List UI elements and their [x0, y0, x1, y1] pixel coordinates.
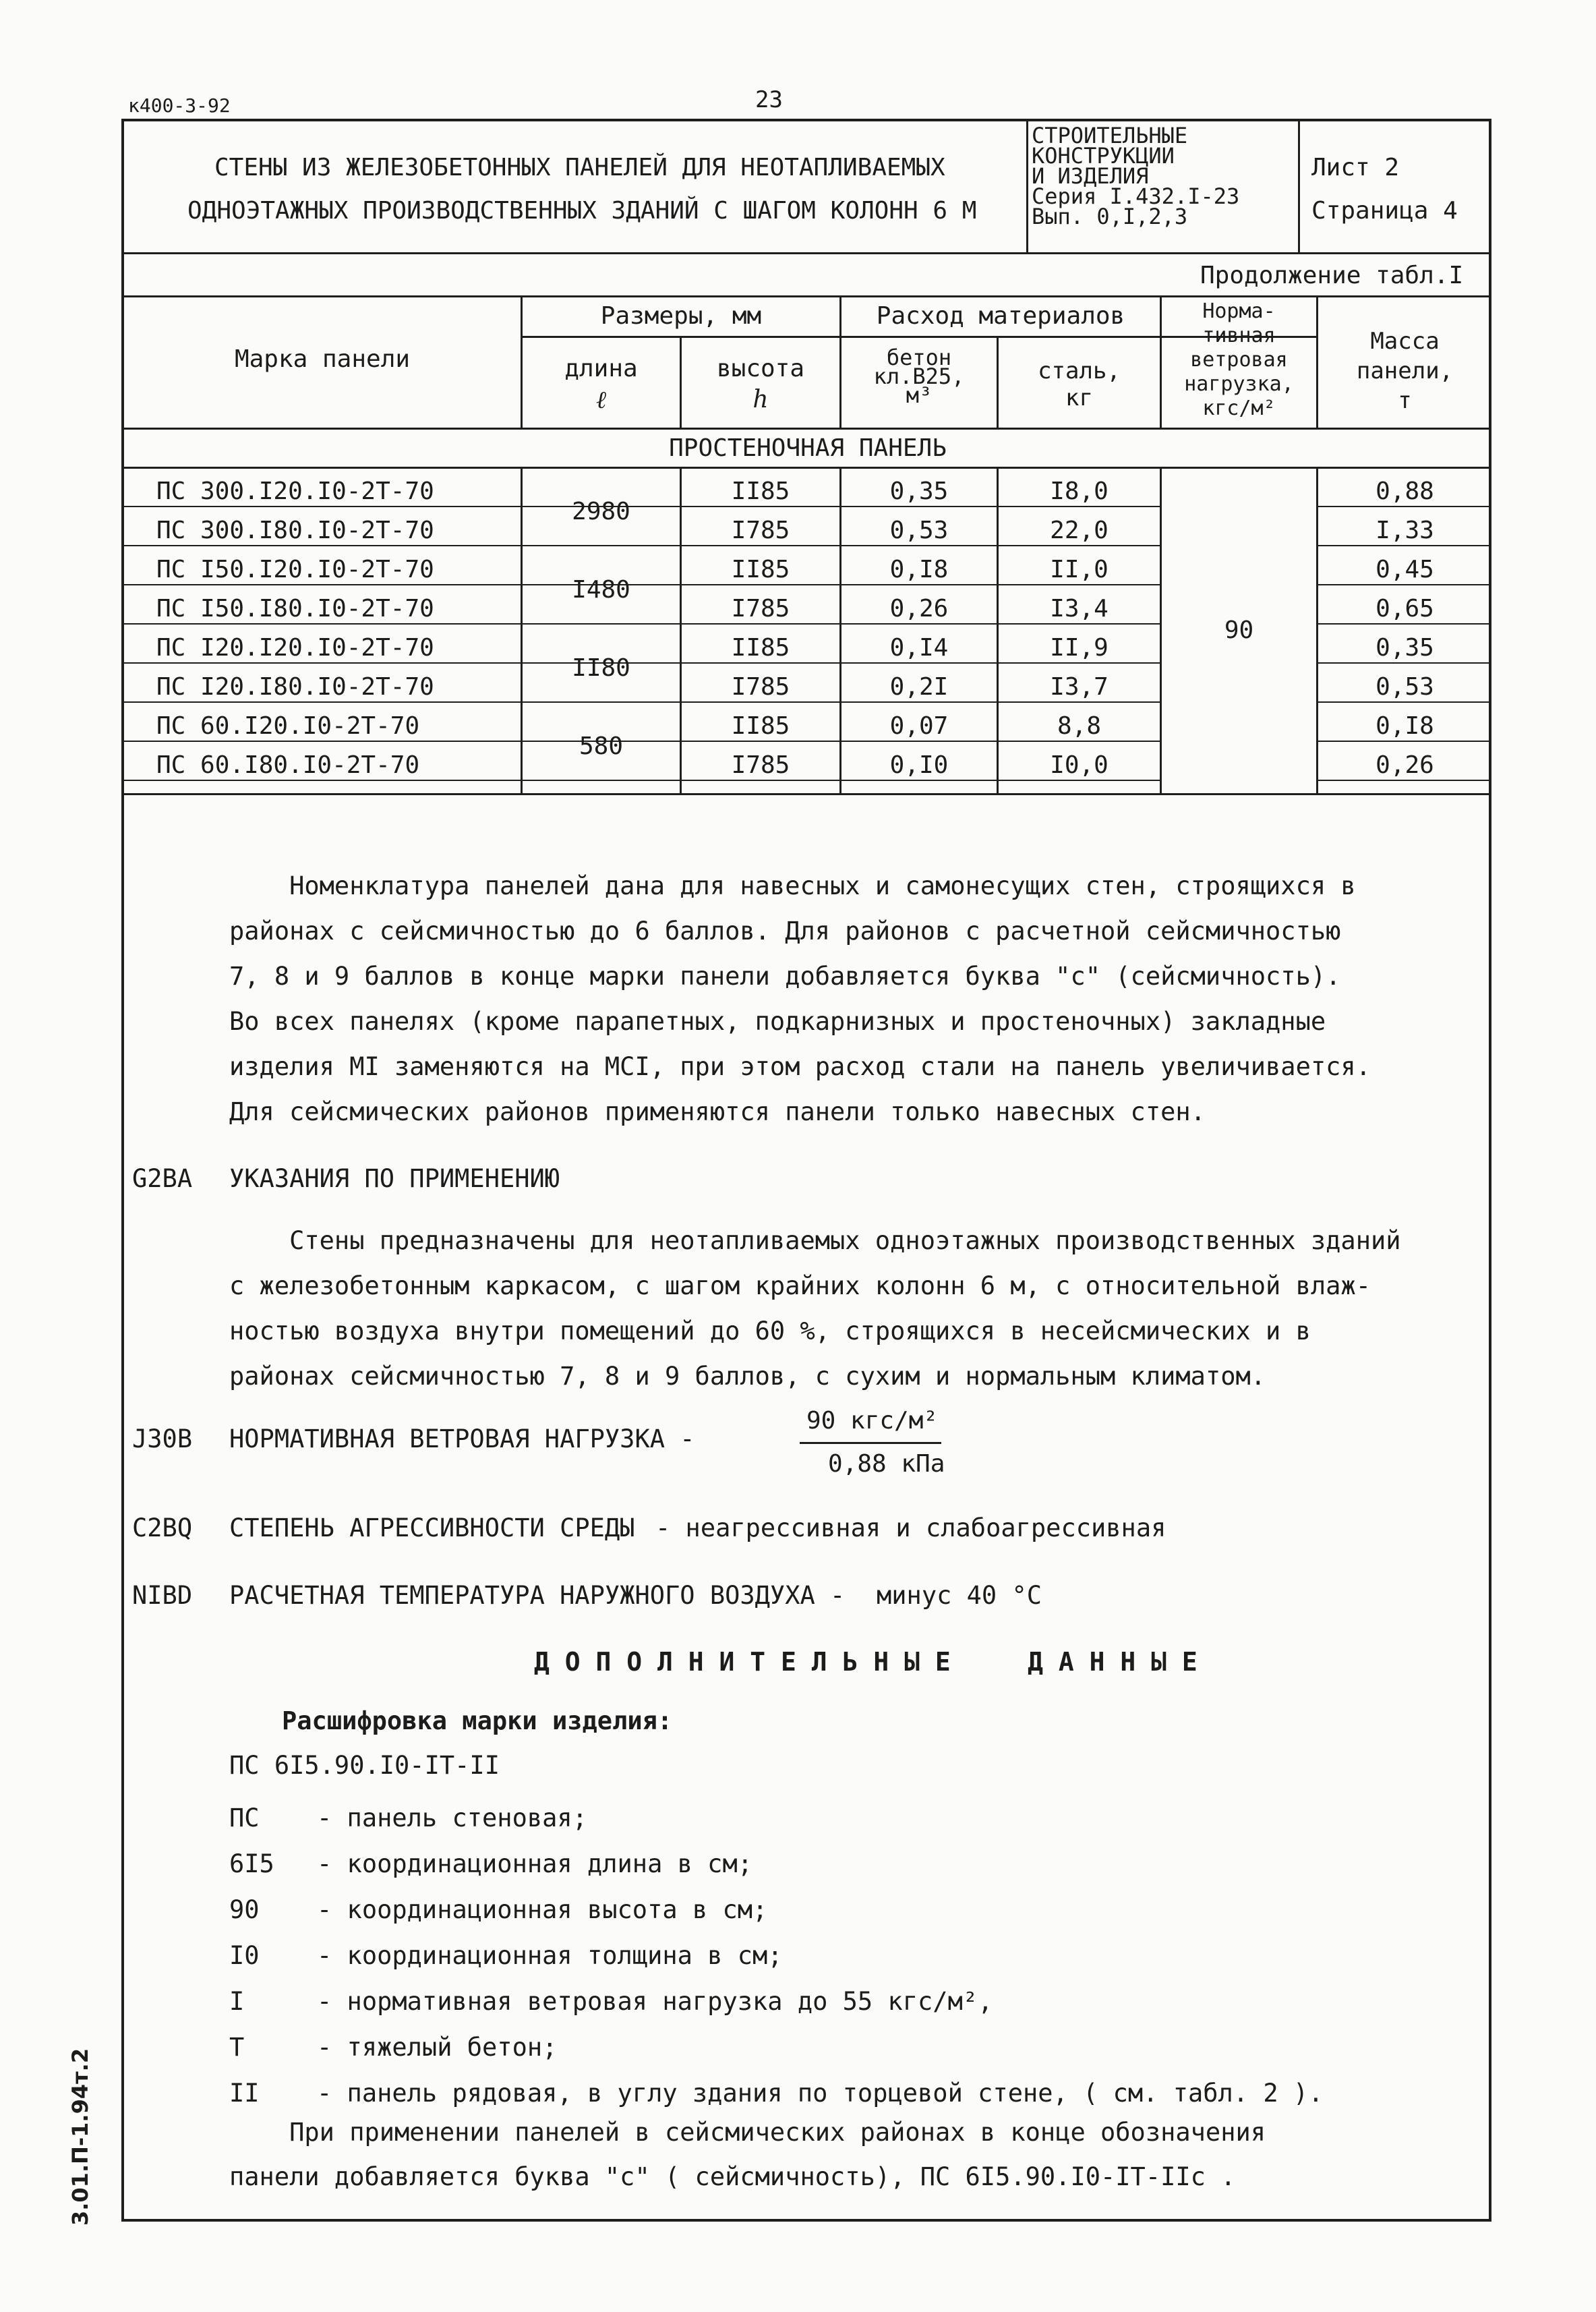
row-mass: 0,I8 [1376, 712, 1434, 740]
page-in-doc: Страница 4 [1311, 197, 1458, 225]
note-line: изделия МI заменяются на МСI, при этом расход стали на панель увеличивается. [229, 1052, 1371, 1081]
header-sizes: Размеры, мм [600, 302, 762, 330]
final-note-2: панели добавляется буква "с" ( сейсмичность), ПС 6I5.90.I0-IТ-IIс . [229, 2162, 1236, 2191]
note-line: 7, 8 и 9 баллов в конце марки панели добавляется буква "с" (сейсмичность). [229, 962, 1341, 991]
row-mass: 0,45 [1376, 556, 1434, 583]
row-mark: ПС I20.I20.I0-2Т-70 [156, 634, 434, 662]
archive-stamp: 3.01.П-1.94т.2 [67, 2048, 93, 2226]
row-steel: II,9 [1050, 634, 1109, 662]
sheet-number: Лист 2 [1311, 154, 1400, 181]
application-code: G2BA [132, 1164, 193, 1193]
length-group-3: II80 [572, 654, 630, 682]
row-height: I785 [731, 595, 790, 623]
row-steel: I8,0 [1050, 478, 1109, 505]
series-line-5: Вып. 0,I,2,3 [1032, 204, 1188, 229]
application-line: ностью воздуха внутри помещений до 60 %, строящихся в несейсмических и в [229, 1317, 1311, 1346]
temp-code: NIBD [132, 1581, 193, 1610]
continuation-label: Продолжение табл.I [1200, 262, 1464, 289]
application-paragraph [229, 1218, 1401, 1399]
row-concrete: 0,07 [889, 712, 949, 740]
row-mark: ПС 60.I20.I0-2Т-70 [156, 712, 420, 740]
row-mark: ПС 300.I80.I0-2Т-70 [156, 517, 434, 544]
wind-fraction-bar [800, 1442, 941, 1444]
row-mass: 0,65 [1376, 595, 1434, 623]
wind-denominator: 0,88 кПа [828, 1450, 945, 1478]
row-height: II85 [731, 712, 790, 740]
temp-value: минус 40 °С [877, 1581, 1042, 1610]
section-title: ПРОСТЕНОЧНАЯ ПАНЕЛЬ [669, 434, 947, 462]
length-group-2: I480 [572, 576, 630, 604]
series-block [1032, 125, 1239, 227]
length-group-1: 2980 [572, 498, 630, 525]
row-concrete: 0,26 [889, 595, 949, 623]
row-mark: ПС I50.I80.I0-2Т-70 [156, 595, 434, 623]
row-concrete: 0,I4 [889, 634, 949, 662]
note-line: Номенклатура панелей дана для навесных и самонесущих стен, строящихся в [229, 871, 1356, 900]
wind-label: НОРМАТИВНАЯ ВЕТРОВАЯ НАГРУЗКА - [229, 1424, 695, 1453]
decode-title: Расшифровка марки изделия: [282, 1706, 673, 1735]
row-height: I785 [731, 673, 790, 701]
header-mass: Масса панели, т [1356, 328, 1454, 414]
header-height: высота [716, 355, 805, 382]
row-mark: ПС I50.I20.I0-2Т-70 [156, 556, 434, 583]
document-page: к400-3-92 23 СТЕНЫ ИЗ ЖЕЛЕЗОБЕТОННЫХ ПАНЕЛЕЙ ДЛЯ НЕОТАПЛИВАЕМЫХ ОДНОЭТАЖНЫХ ПРОИЗВОДСТВЕННЫХ ЗДАНИЙ С ШАГОМ КОЛОНН 6 М СТРОИТЕЛЬНЫЕ КОНСТРУКЦИИ И ИЗДЕЛИЯ Серия I.432.I-23 Вып. 0,I,2,3 Лист 2 Страница 4 Продолжение табл.I Марка панели Размеры, мм длина ℓ высота h Расход материалов бетон кл.В25, м³ сталь, кг Норма- тивная ветровая нагрузка, кгс/м² Масса панели, т ПРОСТЕНОЧНАЯ ПАНЕЛЬ ПС 300.I20.I0-2Т-70 II85 0,35 I8,0 0,88 ПС 300.I80.I0-2Т-70 I785 0,53 22,0 I,33 ПС I50.I20.I0-2Т-70 II85 0,I8 II,0 0,45 ПС I50.I80.I0-2Т-70 I785 0,26 I3,4 0,65 ПС I20.I20.I0-2Т-70 II85 0,I4 II,9 0,35 ПС I20.I80.I0-2Т-70 I785 0,2I I3,7 0,53 ПС 60.I20.I0-2Т-70 II85 0,07 8,8 0,I8 ПС 60.I80.I0-2Т-70 I785 0,I0 I0,0 0,26 2980 I480 II80 580 90 Номенклатура панелей дана для навесных и самонесущих стен, строящихся в районах с сейсмичностью до 6 баллов. Для районов с расчетной сейсмичностью 7, 8 и 9 баллов в конце марки панели добавляется буква "с" (сейсмичность). Во всех панелях (кроме парапетных, подкарнизных и простеночных) закладные изделия МI заменяются на МСI, при этом расход стали на панель увеличивается. Для сейсмических районов применяются панели только навесных стен. G2BA УКАЗАНИЯ ПО ПРИМЕНЕНИЮ Стены предназначены для неотапливаемых одноэтажных производственных зданий с железобетонным каркасом, с шагом крайних колонн 6 м, с относительной влаж- ностью воздуха внутри помещений до 60 %, строящихся в несейсмических и в районах сейсмичностью 7, 8 и 9 баллов, с сухим и нормальным климатом. J30B НОРМАТИВНАЯ ВЕТРОВАЯ НАГРУЗКА - 90 кгс/м² 0,88 кПа C2BQ СТЕПЕНЬ АГРЕССИВНОСТИ СРЕДЫ - неагрессивная и слабоагрессивная NIBD РАСЧЕТНАЯ ТЕМПЕРАТУРА НАРУЖНОГО ВОЗДУХА - минус 40 °С Д О П О Л Н И Т Е Л Ь Н Ы Е Д А Н Н Ы Е Расшифровка марки изделия: ПС 6I5.90.I0-IТ-II ПС - панель стеновая; 6I5 - координационная длина в см; 90 - координационная высота в см; I0 - координационная толщина в см; I - нормативная ветровая нагрузка до 55 кгс/м², Т - тяжелый бетон; II - панель рядовая, в углу здания по торцевой стене, ( см. табл. 2 ). При применении панелей в сейсмических районах в конце обозначения панели добавляется буква "с" ( сейсмичность), ПС 6I5.90.I0-IТ-IIс . 3.01.П-1.94т.2 [0, 0, 1596, 2312]
header-length: длина [564, 355, 638, 382]
application-line: районах сейсмичностью 7, 8 и 9 баллов, с сухим и нормальным климатом. [229, 1362, 1266, 1391]
row-height: II85 [731, 556, 790, 583]
page-number: 23 [755, 86, 783, 113]
row-height: II85 [731, 478, 790, 505]
row-steel: I3,7 [1050, 673, 1109, 701]
frame-bottom [121, 2219, 1491, 2222]
application-line: с железобетонным каркасом, с шагом крайних колонн 6 м, с относительной влаж- [229, 1271, 1371, 1300]
row-concrete: 0,35 [889, 478, 949, 505]
row-height: I785 [731, 517, 790, 544]
aggr-label: СТЕПЕНЬ АГРЕССИВНОСТИ СРЕДЫ [229, 1513, 635, 1542]
row-height: I785 [731, 751, 790, 779]
decode-example: ПС 6I5.90.I0-IТ-II [229, 1751, 500, 1780]
series-line-4: Серия I.432.I-23 [1032, 183, 1240, 209]
header-concrete: бетон кл.В25, м³ [873, 345, 965, 408]
row-mass: I,33 [1376, 517, 1434, 544]
document-code: к400-3-92 [128, 94, 231, 117]
row-steel: 8,8 [1057, 712, 1102, 740]
title-line-1: СТЕНЫ ИЗ ЖЕЛЕЗОБЕТОННЫХ ПАНЕЛЕЙ ДЛЯ НЕОТАПЛИВАЕМЫХ [214, 154, 945, 181]
length-group-4: 580 [579, 732, 624, 760]
series-line-2: КОНСТРУКЦИИ [1032, 143, 1175, 169]
application-heading: УКАЗАНИЯ ПО ПРИМЕНЕНИЮ [229, 1164, 560, 1193]
header-mark: Марка панели [234, 345, 411, 373]
temp-label: РАСЧЕТНАЯ ТЕМПЕРАТУРА НАРУЖНОГО ВОЗДУХА - [229, 1581, 846, 1610]
header-height-symbol: h [752, 386, 769, 413]
row-concrete: 0,53 [889, 517, 949, 544]
row-steel: II,0 [1050, 556, 1109, 583]
header-steel: сталь, кг [1038, 357, 1121, 411]
row-mass: 0,26 [1376, 751, 1434, 779]
note-line: Для сейсмических районов применяются панели только навесных стен. [229, 1097, 1206, 1126]
note-line: Во всех панелях (кроме парапетных, подкарнизных и простеночных) закладные [229, 1007, 1326, 1036]
series-line-3: И ИЗДЕЛИЯ [1032, 163, 1149, 189]
row-mass: 0,53 [1376, 673, 1434, 701]
row-steel: I3,4 [1050, 595, 1109, 623]
header-wind: Норма- тивная ветровая нагрузка, кгс/м² [1184, 299, 1294, 420]
row-mark: ПС 300.I20.I0-2Т-70 [156, 478, 434, 505]
extra-title: Д О П О Л Н И Т Е Л Ь Н Ы Е Д А Н Н Ы Е [534, 1647, 1198, 1677]
row-steel: I0,0 [1050, 751, 1109, 779]
row-concrete: 0,I0 [889, 751, 949, 779]
notes-paragraph [229, 863, 1371, 1134]
header-materials: Расход материалов [876, 302, 1125, 330]
row-concrete: 0,2I [889, 673, 949, 701]
row-height: II85 [731, 634, 790, 662]
title-line-2: ОДНОЭТАЖНЫХ ПРОИЗВОДСТВЕННЫХ ЗДАНИЙ С ШАГОМ КОЛОНН 6 М [187, 197, 977, 225]
final-note-1: При применении панелей в сейсмических районах в конце обозначения [229, 2118, 1266, 2147]
header-length-symbol: ℓ [596, 386, 606, 414]
wind-load-value: 90 [1224, 616, 1254, 644]
row-steel: 22,0 [1050, 517, 1109, 544]
row-concrete: 0,I8 [889, 556, 949, 583]
wind-code: J30B [132, 1424, 193, 1453]
frame-top [121, 119, 1491, 121]
aggr-code: C2BQ [132, 1513, 193, 1542]
row-mass: 0,35 [1376, 634, 1434, 662]
application-line: Стены предназначены для неотапливаемых одноэтажных производственных зданий [229, 1226, 1401, 1255]
aggr-value: - неагрессивная и слабоагрессивная [655, 1513, 1166, 1542]
wind-numerator: 90 кгс/м² [806, 1407, 939, 1435]
row-mass: 0,88 [1376, 478, 1434, 505]
row-mark: ПС I20.I80.I0-2Т-70 [156, 673, 434, 701]
series-line-1: СТРОИТЕЛЬНЫЕ [1032, 123, 1188, 148]
note-line: районах с сейсмичностью до 6 баллов. Для районов с расчетной сейсмичностью [229, 917, 1341, 946]
row-mark: ПС 60.I80.I0-2Т-70 [156, 751, 420, 779]
